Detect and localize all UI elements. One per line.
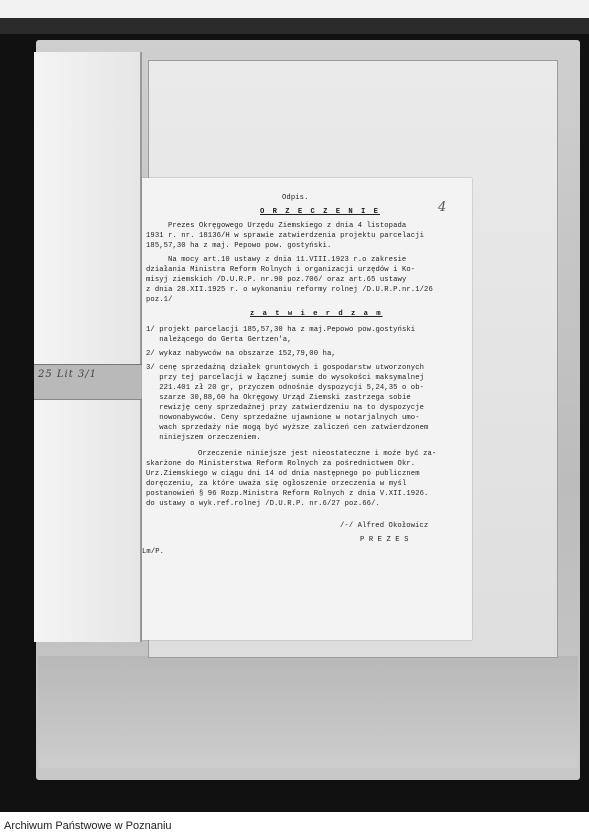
folder-tag <box>34 364 142 400</box>
item-line: szarze 30,88,60 ha Okręgowy Urząd Ziemski zastrzega sobie <box>146 394 411 402</box>
para-line: 1931 r. nr. 18136/H w sprawie zatwierdzenia projektu parcelacji <box>146 232 425 240</box>
item-line: rewizję ceny sprzedażnej przy zatwierdzeniu na to dyspozycje <box>146 404 425 412</box>
item-line: 1/ projekt parcelacji 185,57,30 ha z maj.Pepowo pow.gostyński <box>146 326 416 334</box>
item-line: 2/ wykaz nabywców na obszarze 152,79,00 ha, <box>146 350 336 358</box>
folder-tag-label: 25 Lit 3/1 <box>38 369 98 380</box>
item-line: niniejszem orzeczeniem. <box>146 434 261 442</box>
para-line: z dnia 28.XII.1925 r. o wykonaniu reformy rolnej /D.U.R.P.nr.1/26 <box>146 286 433 294</box>
para-line: Prezes Okręgowego Urzędu Ziemskiego z dnia 4 listopada <box>168 222 407 230</box>
para-line: Na mocy art.10 ustawy z dnia 11.VIII.1923 r.o zakresie <box>168 256 407 264</box>
closing-line: do ustawy o wyk.ref.rolnej /D.U.R.P. nr.6/27 poz.66/. <box>146 500 380 508</box>
frame-top-edge <box>0 0 589 18</box>
initials: Lm/P. <box>142 548 165 556</box>
signature: /-/ Alfred Okołowicz <box>340 522 429 530</box>
document-sheet <box>142 178 472 640</box>
decision-word: z a t w i e r d z a m <box>250 310 383 318</box>
item-line: nowonabywców. Ceny sprzedażne ujawnione w notarjalnych umo- <box>146 414 420 422</box>
para-line: misyj ziemskich /D.U.R.P. nr.90 poz.706/ oraz art.65 ustawy <box>146 276 407 284</box>
item-line: wach sprzedaży nie mogą być wyższe zaliczeń cen zatwierdzonem <box>146 424 429 432</box>
closing-line: skarżone do Ministerstwa Reform Rolnych za pośrednictwem Okr. <box>146 460 416 468</box>
doc-heading: Odpis. <box>282 194 309 202</box>
item-line: 3/ cenę sprzedażną działek gruntowych i gospodarstw utworzonych <box>146 364 425 372</box>
signature-role: P R E Z E S <box>360 536 409 544</box>
archive-caption <box>0 812 589 840</box>
closing-line: postanowień § 96 Rozp.Ministra Reform Rolnych z dnia V.XII.1926. <box>146 490 429 498</box>
para-line: działania Ministra Reform Rolnych i organizacji urzędów i Ko- <box>146 266 416 274</box>
page-number: 4 <box>438 200 447 215</box>
item-line: 221.401 zł 20 gr, przyczem odnośnie dyspozycji 5,24,35 o ob- <box>146 384 425 392</box>
closing-line: doręczeniu, za które uważa się ogłoszenie orzeczenia w myśl <box>146 480 407 488</box>
doc-title: O R Z E C Z E N I E <box>260 208 380 216</box>
item-line: przy tej parcelacji w łącznej sumie do wysokości maksymalnej <box>146 374 425 382</box>
folder-backing-lower <box>38 656 578 768</box>
para-line: 185,57,30 ha z maj. Pepowo pow. gostyński. <box>146 242 332 250</box>
archive-caption-text: Archiwum Państwowe w Poznaniu <box>4 820 172 832</box>
item-line: należącego do Gerta Gertzen'a, <box>146 336 292 344</box>
closing-line: Urz.Ziemskiego w ciągu dni 14 od dnia następnego po publicznem <box>146 470 420 478</box>
closing-line: Orzeczenie niniejsze jest nieostateczne i może być za- <box>198 450 437 458</box>
frame-dark-band <box>0 18 589 34</box>
folder-strip <box>34 52 142 642</box>
para-line: poz.1/ <box>146 296 173 304</box>
